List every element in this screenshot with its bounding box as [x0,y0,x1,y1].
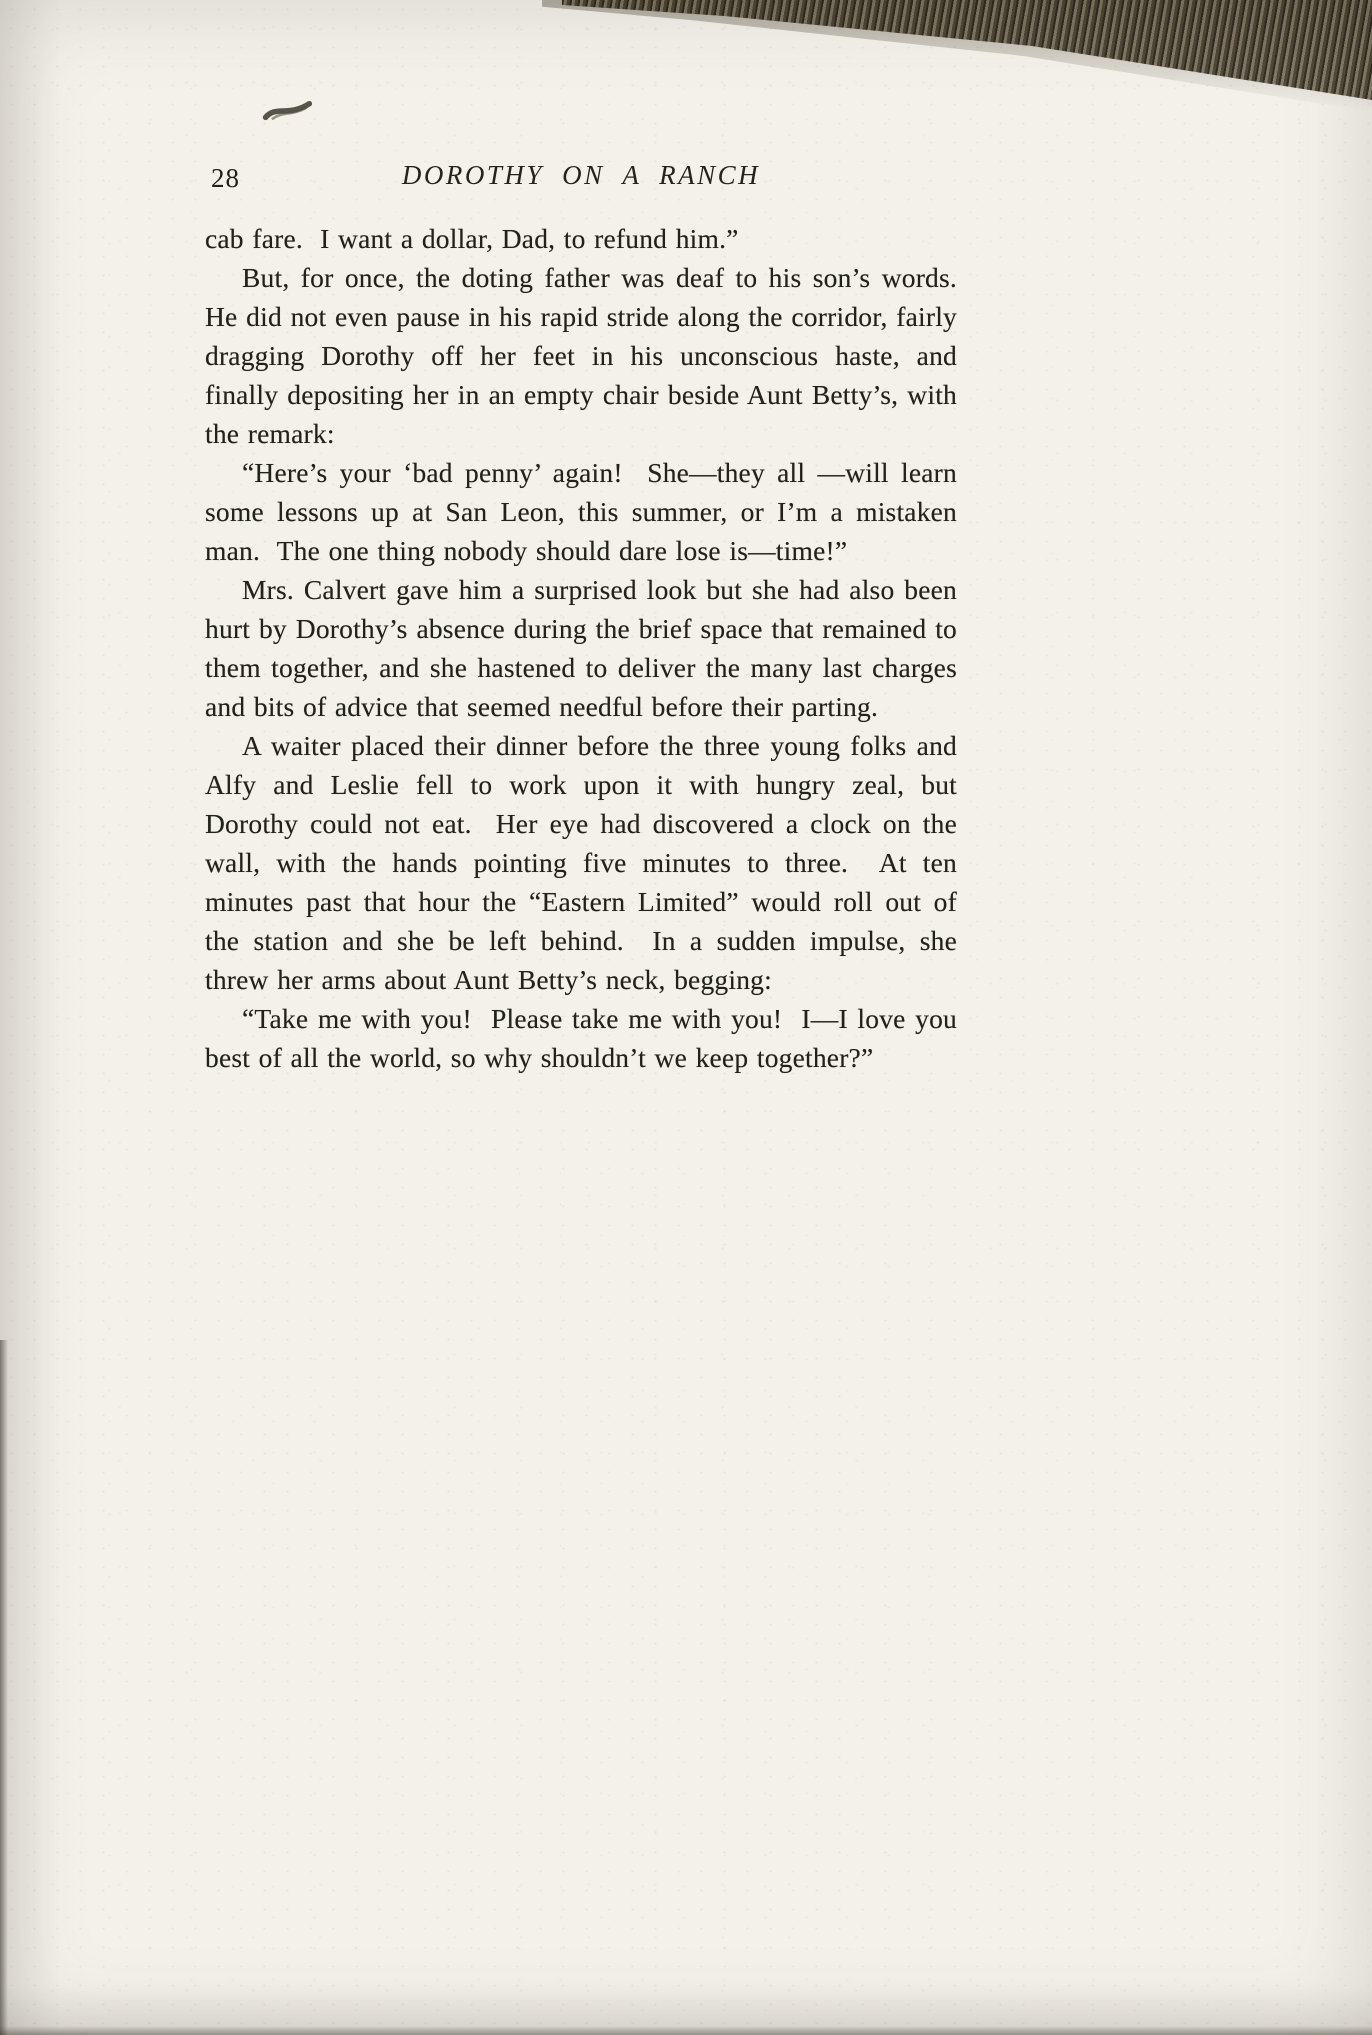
page-header [205,160,957,202]
paragraph-4: Mrs. Calvert gave him a surprised look but she had also been hurt by Dorothy’s absence during the brief space that remained to them together, and she hastened to deliver the many last charges and bits of advice that seemed needful before their parting. [205,574,966,722]
paragraph-2: But, for once, the doting father was deaf to his son’s words. He did not even pause in his rapid stride along the corridor, fairly dragging Dorothy off her feet in his unconscious haste, and finally depositing her in an empty chair beside Aunt Betty’s, with the remark: [205,262,975,449]
scan-edge-artifact-bottom [0,2026,1372,2035]
scan-edge-artifact-left [0,1340,8,2035]
paragraph-1: cab fare. I want a dollar, Dad, to refund him.” [205,223,739,254]
ink-smudge-icon [261,97,315,124]
paragraph-6: “Take me with you! Please take me with you! I—I love you best of all the world, so why shouldn’t we keep together?” [205,1003,966,1073]
paragraph-5: A waiter placed their dinner before the three young folks and Alfy and Leslie fell to work upon it with hungry zeal, but Dorothy could not eat. Her eye had discovered a clock on the wall, with the hands pointing five minutes to three. At ten minutes past that hour the “Eastern Limited” would roll out of the station and she be left behind. In a sudden impulse, she threw her arms about Aunt Betty’s neck, begging: [205,730,966,995]
paragraph-3: “Here’s your ‘bad penny’ again! She—they all —will learn some lessons up at San Leon, this summer, or I’m a mistaken man. The one thing nobody should dare lose is—time!” [205,457,966,566]
page-number: 28 [211,163,240,193]
running-title: DOROTHY ON A RANCH [401,160,761,190]
body-text [205,219,975,1077]
